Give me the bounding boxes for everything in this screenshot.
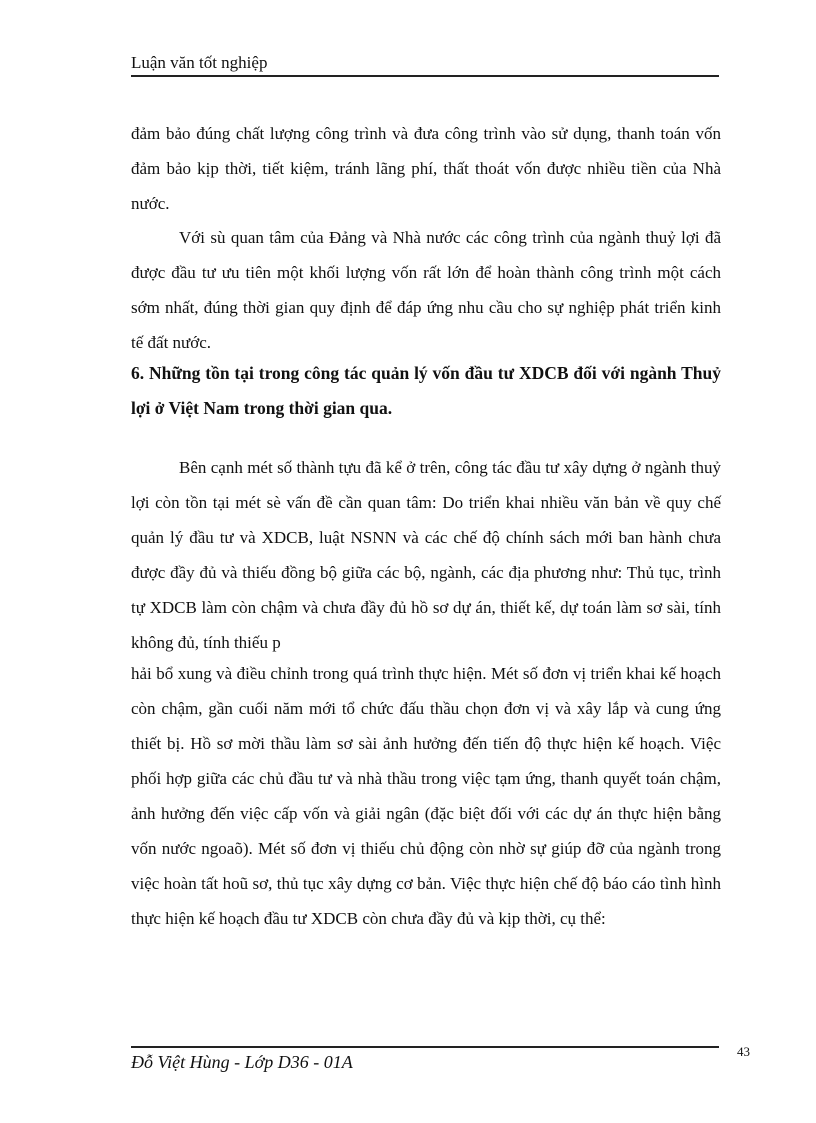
section-heading: 6. Những tồn tại trong công tác quản lý vốn đầu tư XDCB đối với ngành Thuỷ lợi ở Việt Nam trong thời gian qua. xyxy=(131,363,721,418)
body-paragraph-1: đảm bảo đúng chất lượng công trình và đưa công trình vào sử dụng, thanh toán vốn đảm bảo kịp thời, tiết kiệm, tránh lãng phí, thất thoát vốn được nhiều tiền của Nhà nước. xyxy=(131,124,721,213)
body-paragraph-3: Bên cạnh mét số thành tựu đã kể ở trên, công tác đầu tư xây dựng ở ngành thuỷ lợi còn tồn tại mét sè vấn đề cần quan tâm: Do triển khai nhiều văn bản về quy chế quản lý đầu tư và XDCB, luật NSNN và các chế độ chính sách mới ban hành chưa được đầy đủ và thiếu đồng bộ giữa các bộ, ngành, các địa phương như: Thủ tục, trình tự XDCB làm còn chậm và chưa đầy đủ hồ sơ dự án, thiết kế, dự toán làm sơ sài, tính không đủ, tính thiếu p xyxy=(131,458,721,652)
header-divider xyxy=(131,75,719,77)
body-paragraph-2: Với sù quan tâm của Đảng và Nhà nước các công trình của ngành thuỷ lợi đã được đầu tư ưu tiên một khối lượng vốn rất lớn để hoàn thành công trình một cách sớm nhất, đúng thời gian quy định để đáp ứng nhu cầu cho sự nghiệp phát triển kinh tế đất nước. xyxy=(131,228,721,352)
page-header-title: Luận văn tốt nghiệp xyxy=(131,53,268,72)
body-paragraph-4: hải bổ xung và điều chỉnh trong quá trình thực hiện. Mét số đơn vị triển khai kế hoạch còn chậm, gần cuối năm mới tổ chức đấu thầu chọn đơn vị và xây lắp và cung ứng thiết bị. Hồ sơ mời thầu làm sơ sài ảnh hưởng đến tiến độ thực hiện kế hoạch. Việc phối hợp giữa các chủ đầu tư và nhà thầu trong việc tạm ứng, thanh quyết toán chậm, ảnh hưởng đến việc cấp vốn và giải ngân (đặc biệt đối với các dự án thực hiện bằng vốn nước ngoaõ). Mét số đơn vị thiếu chủ động còn nhờ sự giúp đỡ của ngành trong việc hoàn tất hoũ sơ, thủ tục xây dựng cơ bản. Việc thực hiện chế độ báo cáo tình hình thực hiện kế hoạch đầu tư XDCB còn chưa đầy đủ và kịp thời, cụ thể: xyxy=(131,664,721,928)
footer-author: Đỗ Việt Hùng - Lớp D36 - 01A xyxy=(131,1052,353,1072)
page-number: 43 xyxy=(737,1044,750,1059)
footer-divider xyxy=(131,1046,719,1048)
